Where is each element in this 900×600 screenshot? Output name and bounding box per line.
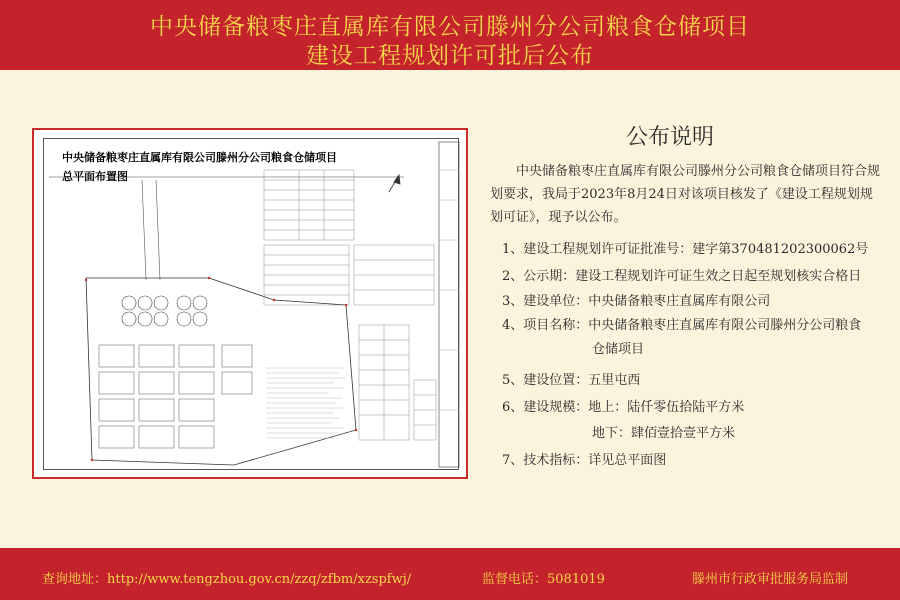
footer-query-address: 查询地址：http://www.tengzhou.gov.cn/zzq/zfbm/xzspfwj/ — [42, 572, 412, 587]
item-value: 详见总平面图 — [588, 453, 667, 468]
item-value: 中央储备粮枣庄直属库有限公司 — [588, 294, 771, 309]
notes-lines — [266, 368, 346, 438]
item-value: 五里屯西 — [588, 373, 641, 388]
site-plan-subtitle: 总平面布置图 — [62, 170, 128, 183]
item-value: 建设工程规划许可证生效之日起至规划核实合格日 — [575, 269, 862, 284]
boundary-markers — [85, 277, 357, 461]
notice-item-1 — [502, 238, 868, 261]
notice-item-7 — [502, 449, 666, 472]
notice-item-4 — [502, 314, 887, 357]
item-label: 7、技术指标： — [502, 453, 589, 468]
warehouse-blocks — [99, 345, 252, 448]
notice-intro: 中央储备粮枣庄直属库有限公司滕州分公司粮食仓储项目符合规划要求，我局于2023年8月24日对该项目核发了《建设工程规划规划可证》，现予以公布。 — [490, 164, 881, 225]
item-value: 地上：陆仟零伍拾陆平方米 — [588, 400, 745, 415]
item-value: 建字第370481202300062号 — [692, 242, 869, 257]
notice-item-6 — [502, 396, 744, 419]
item-label: 4、项目名称： — [502, 318, 589, 333]
site-plan-drawing — [32, 128, 468, 479]
item-label: 5、建设位置： — [502, 373, 589, 388]
data-tables — [264, 170, 436, 440]
title-block — [439, 142, 459, 467]
item-value-line2: 仓储项目 — [592, 342, 645, 357]
header-banner — [0, 0, 900, 70]
north-arrow-icon — [389, 175, 400, 192]
header-title-line2: 建设工程规划许可批后公布 — [306, 43, 594, 69]
notice-item-2 — [502, 265, 861, 288]
notice-item-5 — [502, 369, 640, 392]
footer-phone: 监督电话：5081019 — [482, 572, 605, 587]
item-label: 2、公示期： — [502, 269, 576, 284]
notice-item-6-line2: 地下：肆佰壹拾壹平方米 — [592, 426, 736, 441]
site-boundary — [86, 278, 356, 465]
notice-title: 公布说明 — [625, 125, 714, 150]
notice-item-3 — [502, 290, 770, 313]
silo-group — [122, 296, 207, 326]
footer-organization: 滕州市行政审批服务局监制 — [692, 572, 849, 587]
item-label: 6、建设规模： — [502, 400, 589, 415]
footer-banner — [0, 548, 900, 600]
site-plan-title: 中央储备粮枣庄直属库有限公司滕州分公司粮食仓储项目 — [62, 151, 337, 164]
header-title-line1: 中央储备粮枣庄直属库有限公司滕州分公司粮食仓储项目 — [150, 14, 750, 40]
site-plan-graphics — [34, 130, 470, 481]
item-label: 1、建设工程规划许可证批准号： — [502, 242, 693, 257]
item-value: 中央储备粮枣庄直属库有限公司滕州分公司粮食 — [588, 318, 862, 333]
item-label: 3、建设单位： — [502, 294, 589, 309]
